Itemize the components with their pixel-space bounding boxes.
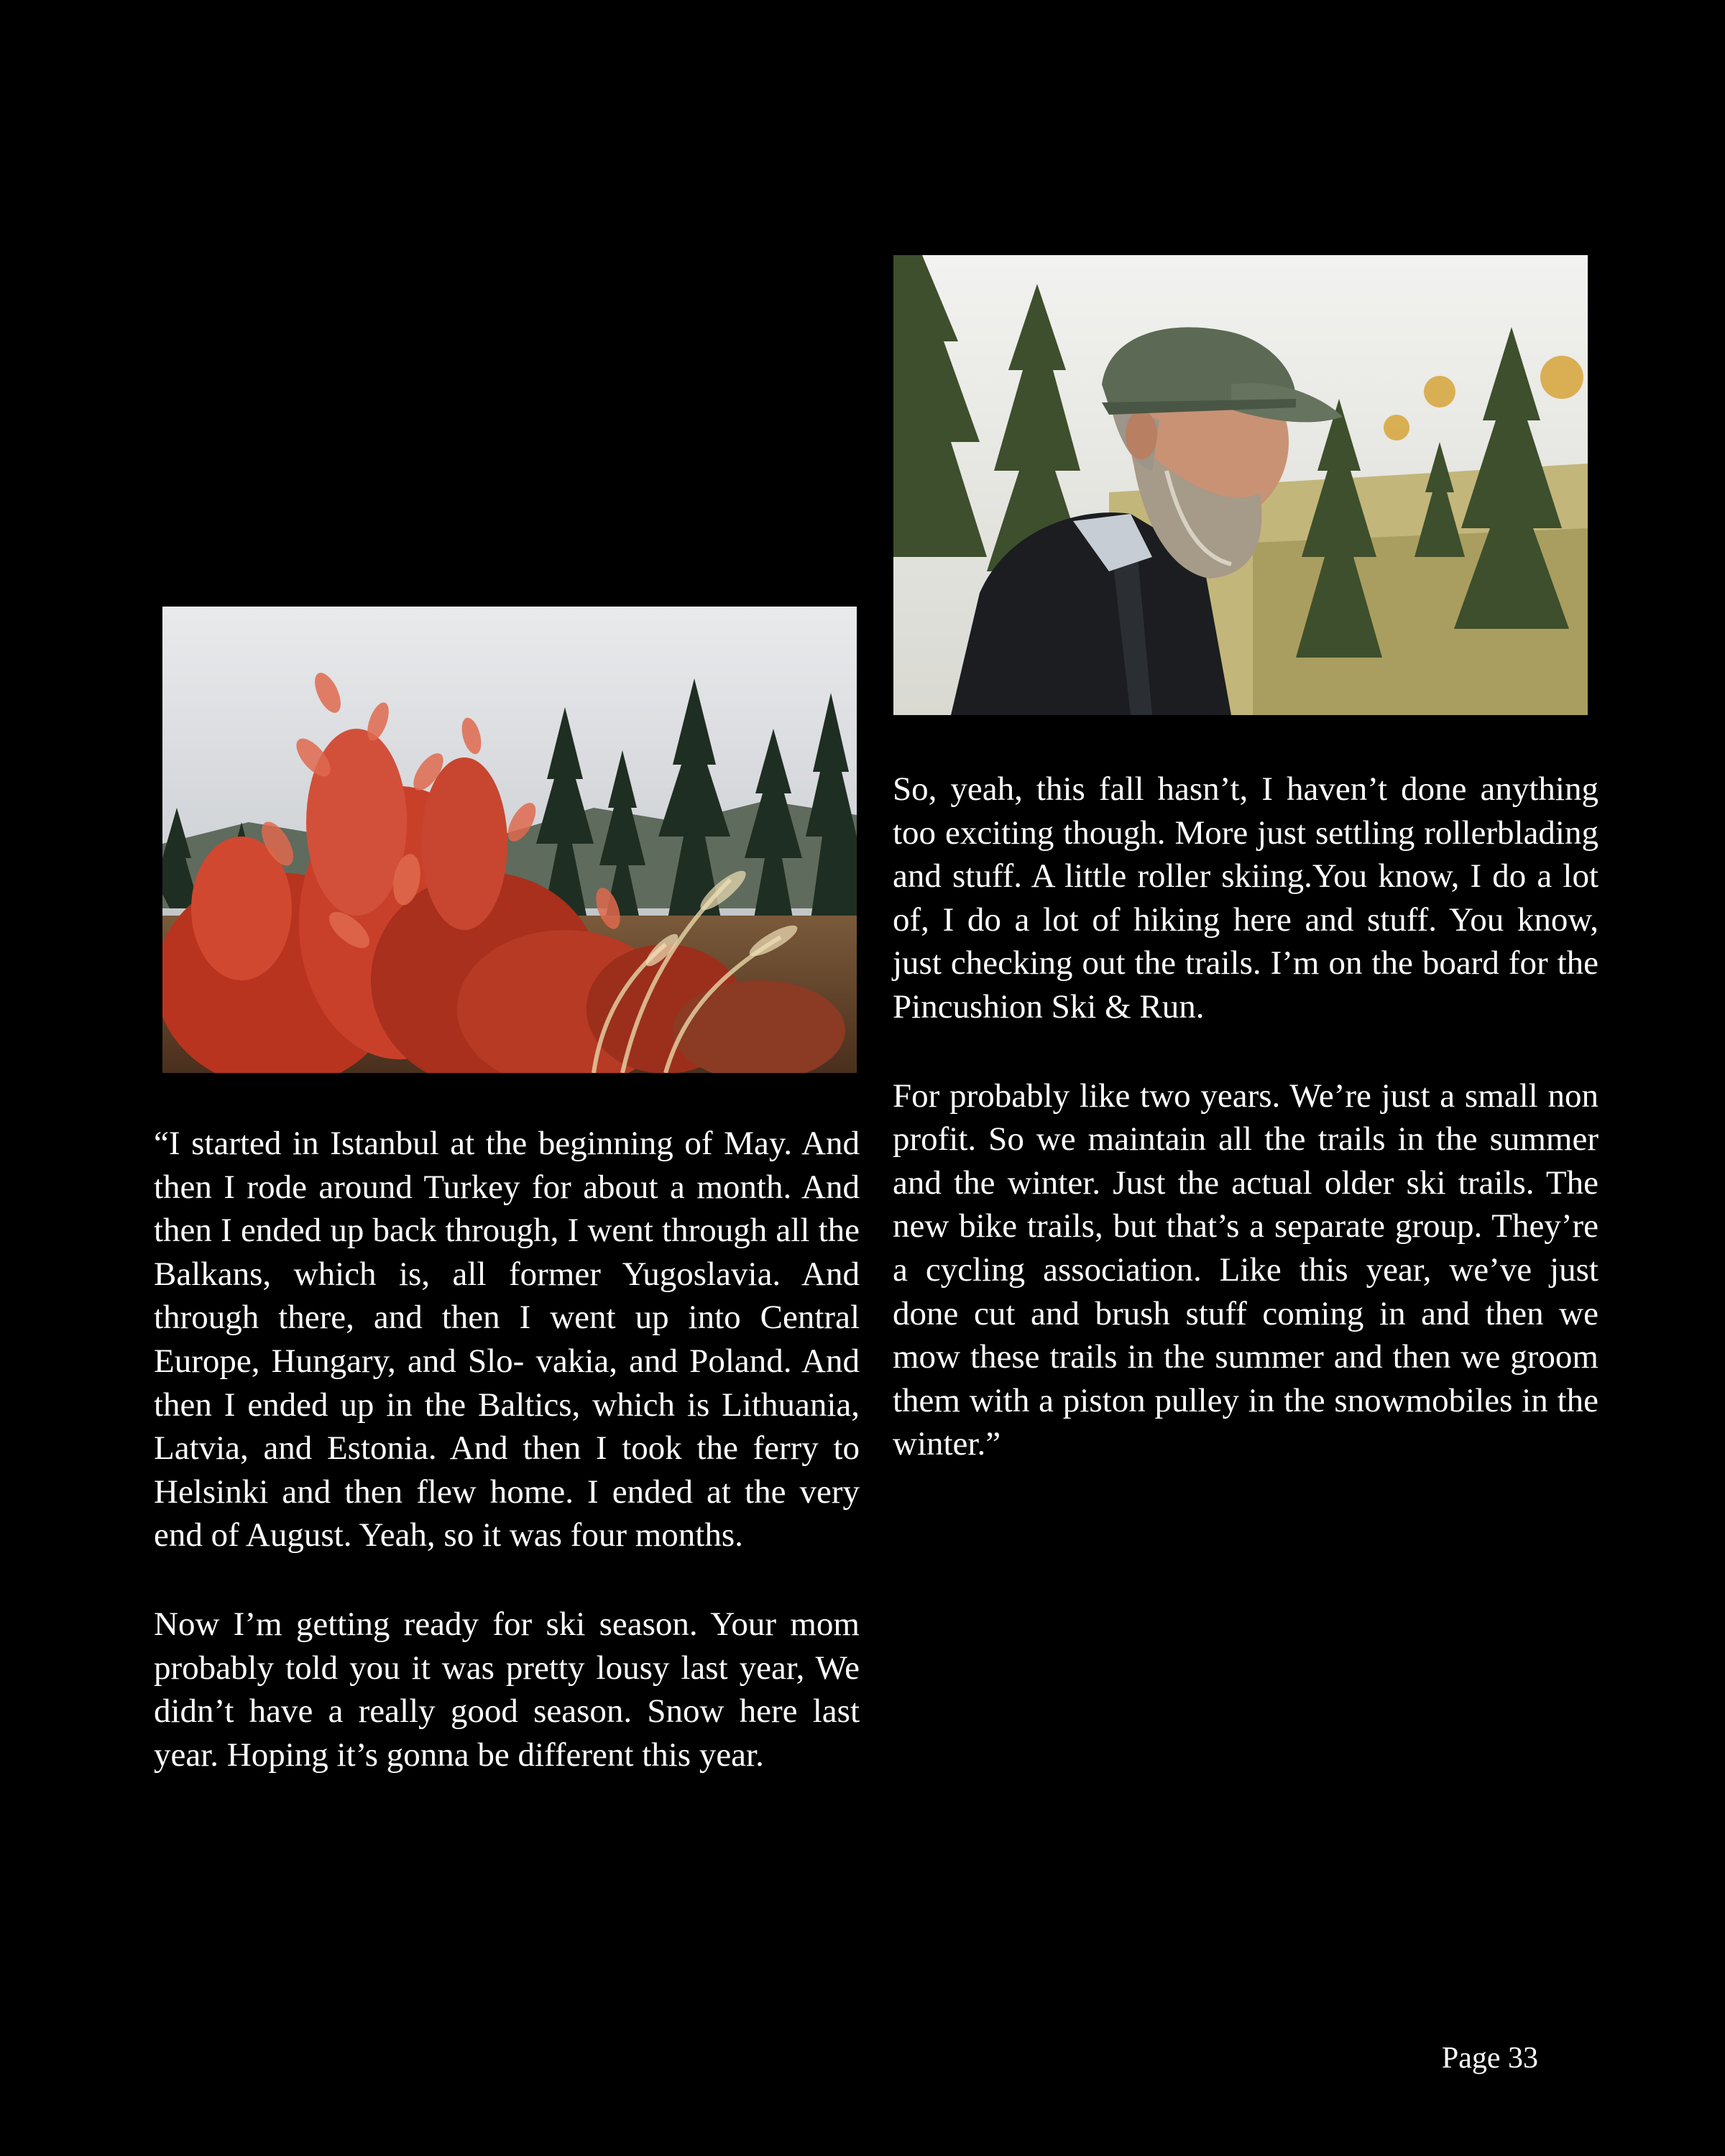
bearded-man-image	[893, 255, 1588, 715]
page-number: Page 33	[1441, 2042, 1538, 2075]
left-column-text	[154, 1122, 860, 1777]
left-paragraph-2: Now I’m getting ready for ski season. Your mom probably told you it was pretty lousy last year, We didn’t have a really good season. Snow here last year. Hoping it’s gonna be different this year.	[154, 1605, 860, 1774]
left-paragraph-1: “I started in Istanbul at the beginning of May. And then I rode around Turkey for about a month. And then I ended up back through, I went through all the Balkans, which is, all former Yugoslavia. And through there, and then I went up into Central Europe, Hungary, and Slo- vakia, and Poland. And then I ended up in the Baltics, which is Lithuania, Latvia, and Estonia. And then I took the ferry to Helsinki and then flew home. I ended at the very end of August. Yeah, so it was four months.	[154, 1125, 860, 1554]
right-column-text	[893, 768, 1598, 1466]
red-foliage-photo	[162, 607, 857, 1073]
red-foliage-image	[162, 607, 857, 1073]
right-paragraph-1: So, yeah, this fall hasn’t, I haven’t done anything too exciting though. More just settling rollerblading and stuff. A little roller skiing.You know, I do a lot of, I do a lot of hiking here and stuff. You know, just checking out the trails. I’m on the board for the Pincushion Ski & Run.	[893, 770, 1598, 1026]
portrait-photo	[893, 255, 1588, 715]
right-paragraph-2: For probably like two years. We’re just a small non profit. So we maintain all the trails in the summer and the winter. Just the actual older ski trails. The new bike trails, but that’s a separate group. They’re a cycling association. Like this year, we’ve just done cut and brush stuff coming in and then we mow these trails in the summer and then we groom them with a piston pulley in the snowmobiles in the winter.”	[893, 1077, 1598, 1463]
